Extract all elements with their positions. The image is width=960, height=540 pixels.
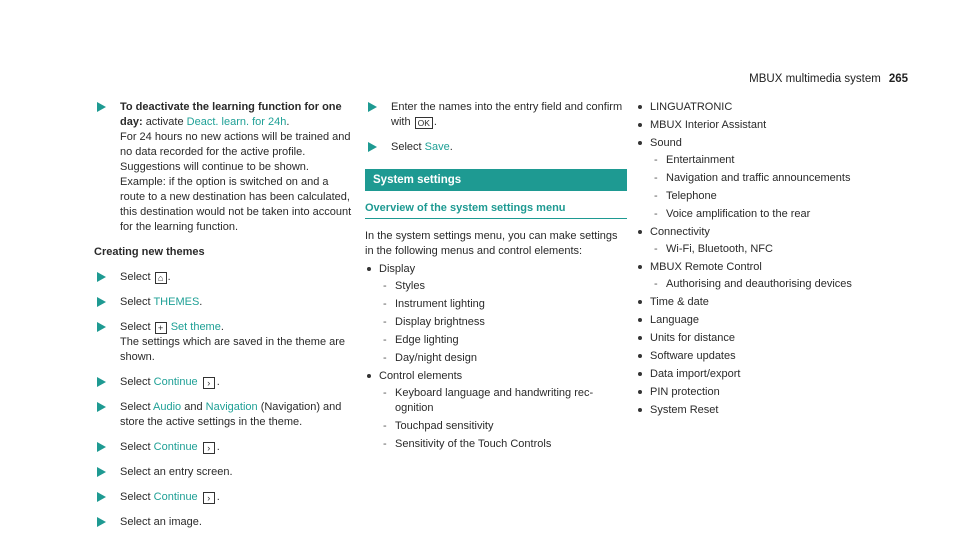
continue-link[interactable]: Continue: [153, 376, 198, 388]
column-right: [636, 100, 898, 421]
step-audio-navigation: [94, 400, 356, 430]
continue-link[interactable]: Continue: [153, 491, 198, 503]
page-header: [749, 72, 908, 87]
sub-item: - Wi-Fi, Bluetooth, NFC: [650, 242, 898, 257]
sub-item: - Entertainment: [650, 153, 898, 168]
step-arrow-icon: [97, 297, 106, 307]
sub-item: - Authorising and deauthorising devices: [650, 277, 898, 292]
list-item: Software updates: [636, 349, 898, 364]
list-item-label: Control elements: [379, 370, 463, 382]
step-arrow-icon: [368, 102, 377, 112]
step-arrow-icon: [97, 322, 106, 332]
list-item-remote-control: [636, 260, 898, 292]
step-text: Select: [120, 296, 151, 308]
sub-item: - Navigation and traffic announcements: [650, 171, 898, 186]
sub-item: - Keyboard language and handwriting recognition: [379, 386, 627, 416]
step-text: (Navigation) and store the active settings in the theme.: [120, 401, 342, 428]
sub-list: [379, 279, 627, 366]
step-text: Select an image.: [120, 516, 202, 528]
deactivate-body: For 24 hours no new actions will be trained and no data recorded for the active profile. Suggestions will continue to be shown.: [120, 131, 351, 173]
step-text: Select: [120, 491, 151, 503]
chevron-right-icon[interactable]: ›: [203, 377, 215, 389]
plus-icon[interactable]: +: [155, 322, 167, 334]
and-text: and: [184, 401, 203, 413]
themes-link[interactable]: THEMES: [153, 296, 200, 308]
deactivate-example: Example: if the option is switched on and a route to a new destination has been calculated, this destination would not be taken into account for the learning function.: [120, 176, 352, 233]
step-arrow-icon: [97, 272, 106, 282]
save-link[interactable]: Save: [424, 141, 450, 153]
sub-item: - Edge lighting: [379, 333, 627, 348]
list-item-label: MBUX Remote Control: [650, 261, 762, 273]
section-banner: System settings: [365, 169, 627, 191]
ok-key-icon[interactable]: OK: [415, 117, 433, 129]
step-select-image: [94, 515, 356, 530]
chevron-right-icon[interactable]: ›: [203, 442, 215, 454]
step-text: Select: [391, 141, 422, 153]
step-arrow-icon: [97, 377, 106, 387]
list-item-label: Connectivity: [650, 226, 710, 238]
step-text: Select an entry screen.: [120, 466, 233, 478]
step-select-save: Select Save.: [365, 140, 627, 155]
deact-learn-link[interactable]: Deact. learn. for 24h: [186, 116, 287, 128]
step-text: Enter the names into the entry field and confirm with: [391, 101, 623, 128]
list-item: Units for distance: [636, 331, 898, 346]
sub-list: [650, 153, 898, 222]
settings-list-continued: [636, 100, 898, 418]
continue-link[interactable]: Continue: [153, 441, 198, 453]
step-set-theme: Select + Set theme. The settings which are saved in the theme are shown.: [94, 320, 356, 365]
step-continue-1: Select Continue › .: [94, 375, 356, 390]
sub-list: [379, 386, 627, 452]
step-text: Select: [120, 376, 151, 388]
list-item-label: Sound: [650, 137, 682, 149]
navigation-link[interactable]: Navigation: [205, 401, 258, 413]
list-item: Data import/export: [636, 367, 898, 382]
step-text: Select: [120, 271, 151, 283]
list-item-connectivity: [636, 225, 898, 257]
sub-item: - Touchpad sensitivity: [379, 419, 627, 434]
header-title: MBUX multimedia system: [749, 73, 881, 85]
set-theme-link[interactable]: Set theme: [170, 321, 221, 333]
creating-themes-heading: Creating new themes: [94, 246, 205, 258]
step-text: Select: [120, 441, 151, 453]
step-entry-screen: [94, 465, 356, 480]
chevron-right-icon[interactable]: ›: [203, 492, 215, 504]
deactivate-step: To deactivate the learning function for one day: activate Deact. learn. for 24h. For 24 hours no new actions will be trained and no data recorded for the active profile. Suggestions will continue to be shown. Example: if the option is switched on and a route to a new destination has been calculated, this destination would not be taken into account for the learning function.: [94, 100, 356, 235]
list-item: Language: [636, 313, 898, 328]
step-select-themes: Select THEMES.: [94, 295, 356, 310]
column-middle: [365, 100, 627, 455]
column-left: [94, 100, 356, 540]
list-item-sound: [636, 136, 898, 222]
sub-list: [650, 277, 898, 292]
step-arrow-icon: [368, 142, 377, 152]
list-item: System Reset: [636, 403, 898, 418]
step-arrow-icon: [97, 442, 106, 452]
sub-item: - Sensitivity of the Touch Controls: [379, 437, 627, 452]
step-arrow-icon: [97, 492, 106, 502]
sub-item: - Instrument lighting: [379, 297, 627, 312]
sub-list: [650, 242, 898, 257]
step-select-home: Select ⌂ .: [94, 270, 356, 285]
settings-list: [365, 262, 627, 452]
list-item-interior-assistant: MBUX Interior Assistant: [636, 118, 898, 133]
sub-item: - Voice amplification to the rear: [650, 207, 898, 222]
step-continue-2: Select Continue › .: [94, 440, 356, 455]
step-arrow-icon: [97, 517, 106, 527]
list-item: Time & date: [636, 295, 898, 310]
set-theme-body: The settings which are saved in the theme are shown.: [120, 336, 346, 363]
step-arrow-icon: [97, 467, 106, 477]
step-continue-3: Select Continue › .: [94, 490, 356, 505]
overview-heading: Overview of the system settings menu: [365, 201, 627, 219]
intro-text: In the system settings menu, you can make settings in the following menus and control elements:: [365, 230, 618, 257]
sub-item: - Display brightness: [379, 315, 627, 330]
list-item-control: [365, 369, 627, 452]
sub-item: - Telephone: [650, 189, 898, 204]
home-icon[interactable]: ⌂: [155, 272, 167, 284]
activate-text: activate: [145, 116, 184, 128]
step-enter-names: Enter the names into the entry field and confirm with OK .: [365, 100, 627, 130]
list-item-label: Display: [379, 263, 416, 275]
sub-item: - Styles: [379, 279, 627, 294]
step-text: Select: [120, 321, 151, 333]
list-item-linguatronic: LINGUATRONIC: [636, 100, 898, 115]
step-arrow-icon: [97, 102, 106, 112]
page-number: 265: [888, 73, 908, 85]
deactivate-title: To deactivate the learning function for one day:: [120, 101, 342, 128]
step-arrow-icon: [97, 402, 106, 412]
audio-link[interactable]: Audio: [153, 401, 182, 413]
list-item-display: [365, 262, 627, 366]
step-text: Select: [120, 401, 151, 413]
sub-item: - Day/night design: [379, 351, 627, 366]
list-item: PIN protection: [636, 385, 898, 400]
